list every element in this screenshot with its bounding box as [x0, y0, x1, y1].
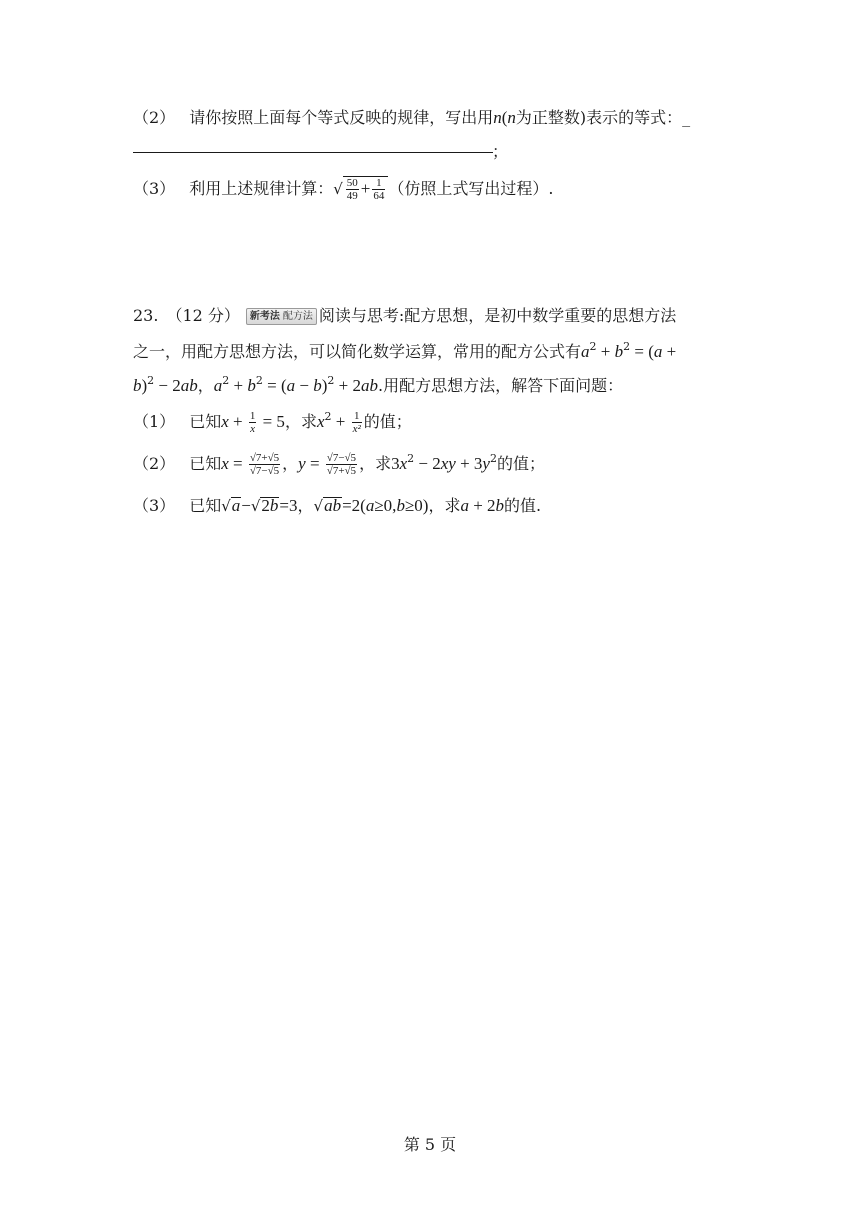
math-var: b — [396, 496, 405, 515]
math-op: = — [228, 454, 247, 473]
punctuation: ， — [297, 496, 314, 515]
math-var: b — [614, 342, 624, 361]
math-var: a — [213, 376, 223, 395]
sqrt-expression: a — [231, 496, 241, 515]
q22-part3 — [133, 176, 553, 202]
sqrt-expression: ab — [324, 496, 342, 515]
math-plus: + — [360, 179, 371, 198]
text: 已知 — [189, 454, 222, 473]
fraction-denominator: 64 — [373, 190, 385, 202]
math-op: + — [229, 376, 248, 395]
text: 的值. — [504, 496, 542, 515]
math-num: 2 — [261, 496, 270, 515]
math-var: ab — [180, 376, 198, 395]
math-var: b — [495, 496, 505, 515]
math-op: + — [228, 412, 247, 431]
exponent: 2 — [327, 374, 335, 387]
math-var: x — [399, 454, 408, 473]
badge-label-2: 配方法 — [282, 311, 313, 322]
math-var: b — [247, 376, 256, 395]
math-paren: ( — [501, 108, 508, 127]
exponent: 2 — [489, 452, 497, 465]
math-var: y — [482, 454, 490, 473]
q23-part2 — [133, 452, 545, 477]
math-op: + 2 — [468, 496, 496, 515]
math-op: + — [596, 342, 615, 361]
fraction — [249, 452, 280, 477]
exponent: 2 — [407, 452, 415, 465]
math-op: − 2 — [154, 376, 181, 395]
math-op: = ( — [262, 376, 287, 395]
math-op: − 2 — [414, 454, 441, 473]
math-n: n — [493, 108, 502, 127]
q23-number: 23. — [133, 306, 159, 325]
math-op: =2( — [342, 496, 366, 515]
fraction-denominator: 49 — [346, 190, 358, 202]
math-var: b — [269, 496, 279, 515]
math-var: b — [133, 376, 142, 395]
q22-part2-label: （2） — [133, 108, 176, 127]
radical-icon: √ — [333, 180, 343, 198]
text: 的值； — [363, 412, 412, 431]
q22-part2-text-a: 请你按照上面每个等式反映的规律，写出用 — [189, 108, 494, 127]
page-number: 第 5 页 — [403, 1135, 457, 1154]
fraction-numerator: 1 — [249, 410, 256, 422]
new-method-badge — [246, 308, 317, 325]
q22-part3-text-a: 利用上述规律计算： — [189, 179, 334, 198]
math-op: + — [662, 342, 677, 361]
exponent: 2 — [589, 340, 597, 353]
math-op: + 2 — [334, 376, 361, 395]
q23-part1 — [133, 410, 412, 435]
math-var: a — [653, 342, 663, 361]
math-op: − — [241, 496, 251, 515]
math-var: x² — [352, 423, 361, 435]
radical-icon: √ — [250, 497, 261, 515]
q23-part3 — [133, 494, 541, 518]
text: 已知 — [189, 412, 222, 431]
fraction — [326, 452, 357, 477]
fraction-numerator: √7−√5 — [326, 452, 357, 464]
exponent: 2 — [147, 374, 155, 387]
math-var: b — [313, 376, 322, 395]
math-var: x — [250, 423, 256, 435]
exponent: 2 — [324, 410, 332, 423]
answer-blank-line — [133, 152, 493, 153]
q23-intro-line2 — [133, 340, 676, 364]
fraction-numerator: 1 — [372, 177, 385, 190]
sqrt-expression — [260, 497, 279, 514]
math-op: ≥0) — [404, 496, 429, 515]
fraction-denominator — [352, 423, 362, 435]
math-n: n — [507, 108, 516, 127]
math-var: ab — [360, 376, 378, 395]
fraction-numerator: 1 — [352, 410, 362, 423]
math-op: = ( — [630, 342, 654, 361]
q22-part2-text-b: 为正整数)表示的等式：_ — [515, 108, 691, 127]
fraction-denominator: √7+√5 — [326, 465, 357, 477]
text: ，求 — [428, 496, 461, 515]
fraction — [372, 177, 385, 202]
math-op: − — [295, 376, 314, 395]
math-op: ≥0, — [374, 496, 397, 515]
q23-part2-label: （2） — [133, 454, 176, 473]
q23-part3-label: （3） — [133, 496, 176, 515]
text: ，求 — [284, 412, 317, 431]
q23-intro-a: 阅读与思考:配方思想，是初中数学重要的思想方法 — [318, 306, 677, 325]
q22-part2 — [133, 106, 690, 130]
q23-intro-c: .用配方思想方法，解答下面问题： — [377, 376, 624, 395]
punctuation: ， — [282, 454, 299, 473]
q23-score: （12 分） — [166, 306, 240, 325]
fraction — [352, 410, 362, 435]
q23-intro-b: 之一，用配方思想方法，可以简化数学运算，常用的配方公式有 — [133, 342, 582, 361]
math-op: + — [331, 412, 350, 431]
math-var: y — [298, 454, 306, 473]
math-op: = — [305, 454, 324, 473]
exponent: 2 — [222, 374, 230, 387]
math-var: a — [460, 496, 469, 515]
sqrt-expression — [343, 176, 389, 202]
math-var: x — [316, 412, 325, 431]
q23-intro-line3 — [133, 374, 623, 398]
q23-part1-label: （1） — [133, 412, 176, 431]
math-var: x — [221, 454, 229, 473]
q22-part2-end: ； — [492, 142, 509, 161]
radical-icon: √ — [221, 497, 231, 515]
fraction — [249, 410, 257, 435]
punctuation: ， — [197, 376, 214, 395]
text: 已知 — [189, 496, 222, 515]
q22-part3-text-b: （仿照上式写出过程）. — [388, 179, 554, 198]
radical-icon: √ — [313, 497, 324, 515]
fraction-numerator: √7+√5 — [249, 452, 280, 464]
math-op: ) — [141, 376, 148, 395]
q23-intro-line1 — [133, 304, 676, 328]
badge-label-1: 新考法 — [249, 311, 280, 322]
exponent: 2 — [255, 374, 263, 387]
text: 的值； — [496, 454, 545, 473]
fraction-denominator — [249, 423, 257, 435]
q22-part3-label: （3） — [133, 179, 176, 198]
math-num: 3 — [391, 454, 400, 473]
exponent: 2 — [623, 340, 631, 353]
fraction-numerator: 50 — [346, 177, 358, 189]
text: ，求 — [359, 454, 392, 473]
math-var: a — [365, 496, 375, 515]
math-op: + 3 — [455, 454, 483, 473]
math-op: =3 — [279, 496, 298, 515]
math-op: ) — [321, 376, 328, 395]
math-var: a — [286, 376, 296, 395]
math-var: xy — [440, 454, 456, 473]
math-var: a — [581, 342, 590, 361]
fraction — [346, 177, 359, 202]
math-var: x — [221, 412, 229, 431]
fraction-denominator: √7−√5 — [249, 465, 280, 477]
math-op: = 5 — [258, 412, 285, 431]
